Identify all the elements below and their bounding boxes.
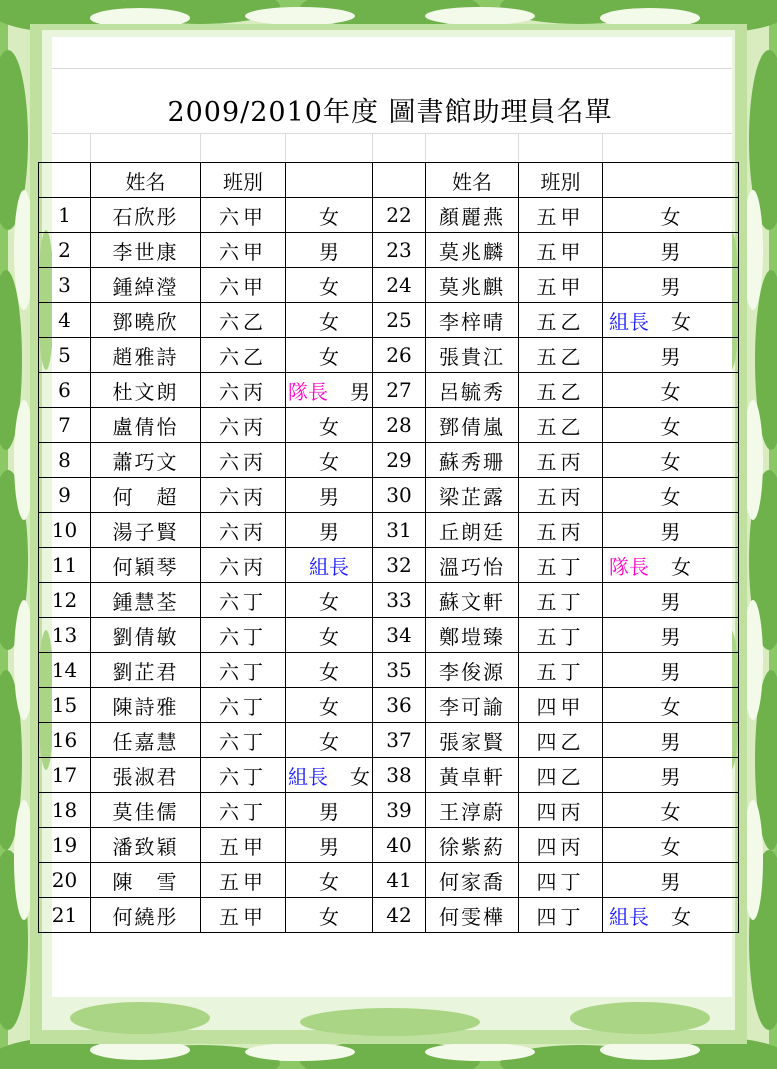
table-row: [39, 898, 739, 933]
member-name: 何家喬: [426, 863, 519, 898]
table-row: [39, 548, 739, 583]
member-number: 3: [39, 268, 91, 303]
member-number: 38: [373, 758, 426, 793]
role-gender-cell: [603, 268, 739, 303]
table-row: [39, 618, 739, 653]
table-row: [39, 688, 739, 723]
gender-value: 女: [660, 379, 681, 404]
member-class: 五丙: [519, 478, 603, 513]
role-gender-cell: [286, 618, 373, 653]
gender-value: 女: [350, 764, 370, 789]
role-gender-cell: [286, 548, 373, 583]
member-number: 24: [373, 268, 426, 303]
member-class: 六乙: [201, 338, 286, 373]
member-name: 顏麗燕: [426, 198, 519, 233]
member-class: 五甲: [519, 233, 603, 268]
member-number: 12: [39, 583, 91, 618]
role-gender-cell: [286, 373, 373, 408]
member-class: 六丙: [201, 443, 286, 478]
member-number: 9: [39, 478, 91, 513]
member-number: 18: [39, 793, 91, 828]
group-leader-role-label: 組長: [609, 904, 649, 929]
member-name: 黃卓軒: [426, 758, 519, 793]
member-class: 五丙: [519, 513, 603, 548]
role-gender-cell: [286, 478, 373, 513]
member-class: 五丁: [519, 618, 603, 653]
member-class: 六甲: [201, 198, 286, 233]
member-name: 杜文朗: [91, 373, 201, 408]
gender-value: 女: [660, 484, 681, 509]
gender-value: 男: [660, 589, 681, 614]
header-num-right: [373, 163, 426, 198]
role-gender-cell: [603, 233, 739, 268]
member-number: 30: [373, 478, 426, 513]
gridline: [518, 133, 519, 161]
member-number: 29: [373, 443, 426, 478]
role-gender-cell: [286, 793, 373, 828]
gender-value: 女: [660, 204, 681, 229]
header-class-left: 班別: [201, 163, 286, 198]
role-gender-cell: [286, 303, 373, 338]
gender-value: 女: [671, 904, 691, 929]
member-number: 14: [39, 653, 91, 688]
member-class: 五乙: [519, 338, 603, 373]
member-class: 四乙: [519, 758, 603, 793]
gender-value: 女: [319, 589, 339, 614]
member-class: 六丁: [201, 723, 286, 758]
role-gender-cell: [603, 898, 739, 933]
gender-value: 女: [319, 309, 339, 334]
role-gender-cell: [603, 793, 739, 828]
member-name: 何 超: [91, 478, 201, 513]
member-class: 五甲: [519, 198, 603, 233]
member-number: 36: [373, 688, 426, 723]
gender-value: 女: [319, 204, 339, 229]
gridline: [52, 68, 732, 69]
captain-role-label: 隊長: [609, 554, 649, 579]
member-name: 劉芷君: [91, 653, 201, 688]
header-gender-left: [286, 163, 373, 198]
member-number: 27: [373, 373, 426, 408]
member-number: 37: [373, 723, 426, 758]
role-gender-cell: [603, 863, 739, 898]
member-number: 21: [39, 898, 91, 933]
member-number: 15: [39, 688, 91, 723]
member-number: 8: [39, 443, 91, 478]
member-number: 26: [373, 338, 426, 373]
role-gender-cell: [603, 828, 739, 863]
gender-value: 男: [319, 484, 339, 509]
gender-value: 女: [660, 834, 681, 859]
gridline: [602, 133, 603, 161]
gender-value: 男: [319, 834, 339, 859]
member-number: 23: [373, 233, 426, 268]
assistant-roster-table: [38, 162, 739, 933]
member-name: 蕭巧文: [91, 443, 201, 478]
member-class: 六甲: [201, 233, 286, 268]
gridline: [52, 133, 732, 134]
member-class: 六丙: [201, 408, 286, 443]
member-class: 六丙: [201, 513, 286, 548]
member-class: 五乙: [519, 373, 603, 408]
member-name: 李梓晴: [426, 303, 519, 338]
member-name: 任嘉慧: [91, 723, 201, 758]
role-gender-cell: [603, 583, 739, 618]
member-name: 呂毓秀: [426, 373, 519, 408]
gender-value: 女: [319, 414, 339, 439]
member-number: 32: [373, 548, 426, 583]
member-name: 劉倩敏: [91, 618, 201, 653]
gridline: [285, 133, 286, 161]
member-number: 7: [39, 408, 91, 443]
role-gender-cell: [603, 198, 739, 233]
member-class: 四丙: [519, 793, 603, 828]
role-gender-cell: [603, 478, 739, 513]
gender-value: 男: [660, 239, 681, 264]
member-number: 40: [373, 828, 426, 863]
role-gender-cell: [286, 898, 373, 933]
member-number: 19: [39, 828, 91, 863]
member-name: 莫佳儒: [91, 793, 201, 828]
gridline: [425, 133, 426, 161]
table-row: [39, 338, 739, 373]
role-gender-cell: [603, 758, 739, 793]
member-name: 盧倩怡: [91, 408, 201, 443]
role-gender-cell: [603, 653, 739, 688]
member-number: 39: [373, 793, 426, 828]
member-name: 何繞彤: [91, 898, 201, 933]
gender-value: 女: [660, 414, 681, 439]
gender-value: 女: [319, 449, 339, 474]
gridline: [90, 133, 91, 161]
table-row: [39, 443, 739, 478]
member-number: 4: [39, 303, 91, 338]
role-gender-cell: [603, 303, 739, 338]
gender-value: 男: [660, 274, 681, 299]
member-number: 11: [39, 548, 91, 583]
gender-value: 女: [319, 274, 339, 299]
member-name: 梁芷露: [426, 478, 519, 513]
member-number: 6: [39, 373, 91, 408]
gender-value: 女: [319, 344, 339, 369]
header-class-right: 班別: [519, 163, 603, 198]
role-gender-cell: [603, 548, 739, 583]
gender-value: 男: [350, 379, 370, 404]
role-gender-cell: [286, 338, 373, 373]
gender-value: 女: [671, 554, 691, 579]
member-name: 張家賢: [426, 723, 519, 758]
member-class: 五甲: [519, 268, 603, 303]
gender-value: 男: [660, 764, 681, 789]
member-number: 2: [39, 233, 91, 268]
group-leader-role-label: 組長: [288, 764, 328, 789]
role-gender-cell: [603, 408, 739, 443]
gender-value: 女: [671, 309, 691, 334]
member-name: 莫兆麒: [426, 268, 519, 303]
member-class: 六丁: [201, 793, 286, 828]
member-class: 六丁: [201, 583, 286, 618]
gender-value: 男: [660, 344, 681, 369]
role-gender-cell: [286, 408, 373, 443]
gridline: [372, 133, 373, 161]
table-row: [39, 303, 739, 338]
member-name: 莫兆麟: [426, 233, 519, 268]
role-gender-cell: [286, 723, 373, 758]
member-class: 六丙: [201, 373, 286, 408]
member-class: 六乙: [201, 303, 286, 338]
member-name: 蘇秀珊: [426, 443, 519, 478]
member-name: 丘朗廷: [426, 513, 519, 548]
table-header-row: [39, 163, 739, 198]
member-name: 李俊源: [426, 653, 519, 688]
member-number: 35: [373, 653, 426, 688]
gridline: [200, 133, 201, 161]
gender-value: 男: [660, 869, 681, 894]
member-class: 五乙: [519, 408, 603, 443]
member-class: 六丁: [201, 653, 286, 688]
header-name-left: 姓名: [91, 163, 201, 198]
member-name: 鍾綽瀅: [91, 268, 201, 303]
member-name: 何穎琴: [91, 548, 201, 583]
member-class: 六丙: [201, 478, 286, 513]
gender-value: 男: [319, 239, 339, 264]
header-name-right: 姓名: [426, 163, 519, 198]
member-class: 五丁: [519, 653, 603, 688]
member-name: 張淑君: [91, 758, 201, 793]
member-class: 六丁: [201, 688, 286, 723]
role-gender-cell: [286, 233, 373, 268]
member-name: 張貴江: [426, 338, 519, 373]
member-name: 鄧曉欣: [91, 303, 201, 338]
gender-value: 女: [319, 869, 339, 894]
member-class: 五乙: [519, 303, 603, 338]
table-row: [39, 513, 739, 548]
member-number: 17: [39, 758, 91, 793]
role-gender-cell: [286, 513, 373, 548]
member-number: 31: [373, 513, 426, 548]
member-class: 四丁: [519, 898, 603, 933]
header-num-left: [39, 163, 91, 198]
member-class: 五甲: [201, 863, 286, 898]
role-gender-cell: [603, 373, 739, 408]
role-gender-cell: [603, 513, 739, 548]
member-name: 湯子賢: [91, 513, 201, 548]
member-number: 13: [39, 618, 91, 653]
member-class: 五甲: [201, 898, 286, 933]
gender-value: 女: [319, 659, 339, 684]
role-gender-cell: [603, 338, 739, 373]
group-leader-role-label: 組長: [609, 309, 649, 334]
table-row: [39, 793, 739, 828]
member-name: 潘致穎: [91, 828, 201, 863]
gender-value: 男: [319, 519, 339, 544]
member-class: 六甲: [201, 268, 286, 303]
member-class: 六丁: [201, 618, 286, 653]
member-name: 鄧倩嵐: [426, 408, 519, 443]
table-row: [39, 198, 739, 233]
member-class: 四乙: [519, 723, 603, 758]
table-row: [39, 268, 739, 303]
table-row: [39, 583, 739, 618]
table-row: [39, 758, 739, 793]
role-gender-cell: [286, 583, 373, 618]
member-name: 石欣彤: [91, 198, 201, 233]
member-class: 五丙: [519, 443, 603, 478]
member-name: 李可諭: [426, 688, 519, 723]
table-row: [39, 233, 739, 268]
member-name: 陳詩雅: [91, 688, 201, 723]
member-name: 王淳蔚: [426, 793, 519, 828]
role-gender-cell: [603, 618, 739, 653]
member-name: 李世康: [91, 233, 201, 268]
member-number: 1: [39, 198, 91, 233]
gender-value: 女: [660, 449, 681, 474]
member-number: 10: [39, 513, 91, 548]
member-name: 鄭塏臻: [426, 618, 519, 653]
table-row: [39, 653, 739, 688]
member-class: 五甲: [201, 828, 286, 863]
member-number: 25: [373, 303, 426, 338]
member-name: 蘇文軒: [426, 583, 519, 618]
header-gender-right: [603, 163, 739, 198]
role-gender-cell: [286, 863, 373, 898]
member-name: 鍾慧荃: [91, 583, 201, 618]
member-name: 趙雅詩: [91, 338, 201, 373]
table-row: [39, 478, 739, 513]
member-class: 四丙: [519, 828, 603, 863]
role-gender-cell: [286, 828, 373, 863]
gender-value: 女: [319, 694, 339, 719]
member-number: 42: [373, 898, 426, 933]
gender-value: 女: [319, 624, 339, 649]
member-name: 何雯樺: [426, 898, 519, 933]
role-gender-cell: [286, 443, 373, 478]
gender-value: 男: [319, 799, 339, 824]
captain-role-label: 隊長: [288, 379, 328, 404]
role-gender-cell: [286, 198, 373, 233]
member-number: 28: [373, 408, 426, 443]
member-number: 20: [39, 863, 91, 898]
table-row: [39, 828, 739, 863]
table-row: [39, 863, 739, 898]
role-gender-cell: [286, 688, 373, 723]
role-gender-cell: [603, 723, 739, 758]
member-class: 五丁: [519, 583, 603, 618]
gender-value: 女: [319, 904, 339, 929]
page-title: 2009/2010年度 圖書館助理員名單: [167, 97, 613, 128]
member-name: 溫巧怡: [426, 548, 519, 583]
gender-value: 男: [660, 729, 681, 754]
member-number: 16: [39, 723, 91, 758]
member-number: 5: [39, 338, 91, 373]
gender-value: 男: [660, 624, 681, 649]
role-gender-cell: [286, 653, 373, 688]
gender-value: 女: [660, 799, 681, 824]
member-class: 四甲: [519, 688, 603, 723]
member-class: 五丁: [519, 548, 603, 583]
member-number: 33: [373, 583, 426, 618]
table-row: [39, 373, 739, 408]
table-row: [39, 408, 739, 443]
member-class: 六丁: [201, 758, 286, 793]
member-class: 六丙: [201, 548, 286, 583]
role-gender-cell: [603, 443, 739, 478]
member-number: 34: [373, 618, 426, 653]
group-leader-role-label: 組長: [309, 554, 349, 579]
role-gender-cell: [286, 268, 373, 303]
gender-value: 男: [660, 519, 681, 544]
member-number: 22: [373, 198, 426, 233]
gender-value: 女: [319, 729, 339, 754]
gender-value: 男: [660, 659, 681, 684]
role-gender-cell: [286, 758, 373, 793]
member-name: 徐紫葯: [426, 828, 519, 863]
role-gender-cell: [603, 688, 739, 723]
gender-value: 女: [660, 694, 681, 719]
member-number: 41: [373, 863, 426, 898]
table-row: [39, 723, 739, 758]
member-class: 四丁: [519, 863, 603, 898]
member-name: 陳 雪: [91, 863, 201, 898]
